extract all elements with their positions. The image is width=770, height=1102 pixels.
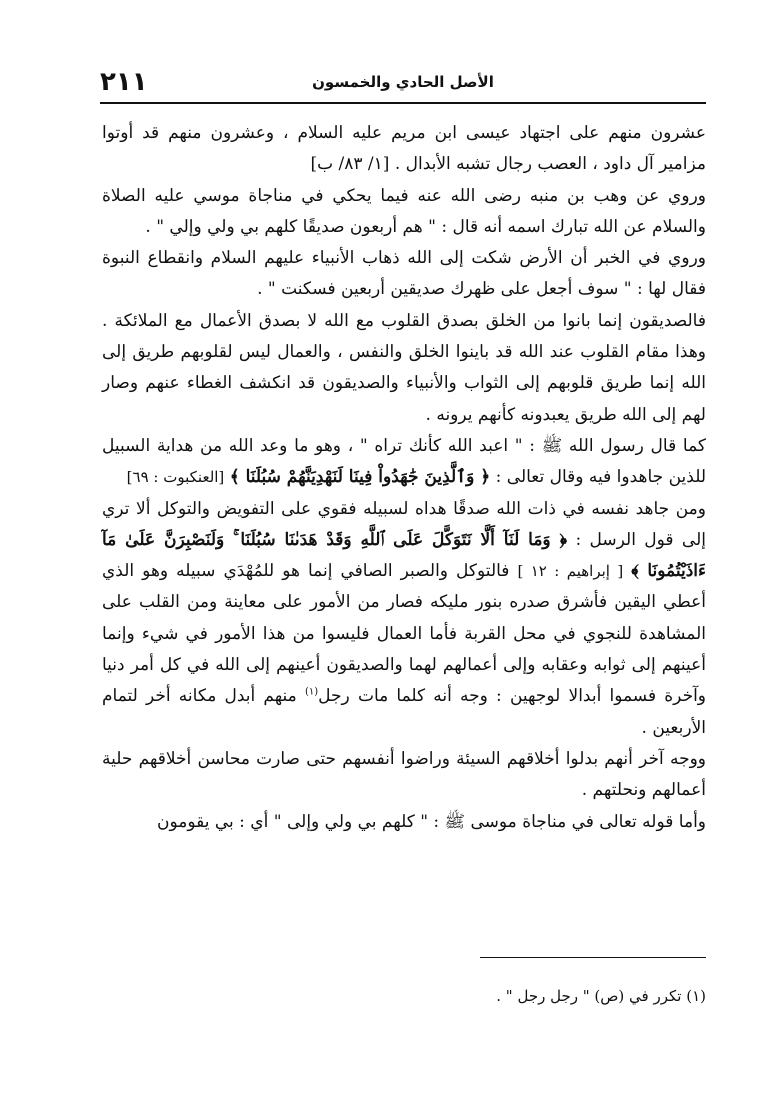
- paragraph-4: فالصديقون إنما بانوا من الخلق بصدق القلوب مع الله لا بصدق الأعمال مع الملائكة . وهذا مقام القلوب عند الله قد باينوا الخلق والنفس ، والعمال ليس لقلوبهم طريق إلى الله إنما طريق قلوبهم إلى الثواب والأنبياء والصديقون قد انكشف الغطاء عنهم وصار لهم إلى الله طريق يعبدونه كأنهم يرونه .: [102, 310, 706, 425]
- paragraph-3: وروي في الخبر أن الأرض شكت إلى الله ذهاب الأنبياء عليهم السلام وانقطاع النبوة فقال لها : " سوف أجعل على ظهرك صديقين أربعين فسكنت " .: [102, 248, 706, 300]
- footnote-rule: [480, 957, 706, 958]
- paragraph-1: عشرون منهم على اجتهاد عيسى ابن مريم عليه السلام ، وعشرون منهم قد أوتوا مزامير آل داود ، العصب رجال تشبه الأبدال . [١/ ٨٣/ ب]: [102, 123, 706, 175]
- paragraph-8: وأما قوله تعالى في مناجاة موسى ﷺ : " كلهم بي ولي وإلى " أي : بي يقومون: [156, 811, 706, 832]
- paragraph-7: ووجه آخر أنهم بدلوا أخلاقهم السيئة وراضوا أنفسهم حتى صارت محاسن أخلاقهم حلية أعمالهم ونحلتهم .: [102, 748, 706, 801]
- header-rule: [100, 102, 706, 104]
- verse-reference: [العنكبوت : ٦٩]: [126, 468, 225, 487]
- paragraph-6-text: ومن جاهد نفسه في ذات الله صدقًا هداه لسبيله فقوي على التفويض والتوكل ألا تري إلى قول الرسل :: [102, 498, 706, 550]
- main-text: [102, 118, 706, 838]
- paragraph-5: [102, 431, 706, 494]
- page-number: ٢١١: [100, 67, 148, 97]
- paragraph-6-text-b: فالتوكل والصبر الصافي إنما هو للمُهْدَي سبيله وهو الذي أعطي اليقين فأشرق صدره بنور مليكه فصار من الأمور على معاينة ومن القلب على المشاهدة للنجوي في محل القربة فأما العمال فليسوا من هذا الأمور في شيء وإنما أعينهم إلى ثوابه وعقابه وإلى أعمالهم لهما والصديقون أعينهم إلى الله في كل أمر دنيا وآخرة فسموا أبدالا لوجهين : وجه أنه كلما مات رجل: [102, 561, 707, 707]
- running-title: الأصل الحادي والخمسون: [312, 73, 494, 91]
- footnote-marker: (١): [304, 686, 319, 698]
- quran-verse: ﴿ وَٱلَّذِينَ جَٰهَدُواْ فِينَا لَنَهْدِيَنَّهُمْ سُبُلَنَا ﴾: [229, 467, 491, 488]
- page-header: [100, 66, 706, 98]
- quran-verse: ﴿ وَمَا لَنَآ أَلَّا نَتَوَكَّلَ عَلَى ٱللَّهِ وَقَدْ هَدَىٰنَا سُبُلَنَا ۚ وَلَنَصْبِرَنَّ عَلَىٰ مَآ ءَاذَيْتُمُونَا ﴾: [102, 529, 707, 582]
- paragraph-5-text: كما قال رسول الله ﷺ : " اعبد الله كأنك تراه " ، وهو ما وعد الله من هداية السبيل للذين جاهدوا فيه وقال تعالى :: [102, 435, 706, 488]
- paragraph-6-text-c: منهم أبدل مكانه أخر لتمام الأربعين .: [102, 686, 706, 738]
- verse-reference: [ إبراهيم : ١٢ ]: [517, 562, 624, 581]
- paragraph-2: وروي عن وهب بن منبه رضى الله عنه فيما يحكي في مناجاة موسي عليه الصلاة والسلام عن الله تبارك اسمه أنه قال : " هم أربعون صديقًا كلهم بي ولي وإلي " .: [102, 185, 706, 237]
- paragraph-6: [102, 494, 706, 744]
- footnote: (١) تكرر في (ص) " رجل رجل " .: [496, 987, 706, 1005]
